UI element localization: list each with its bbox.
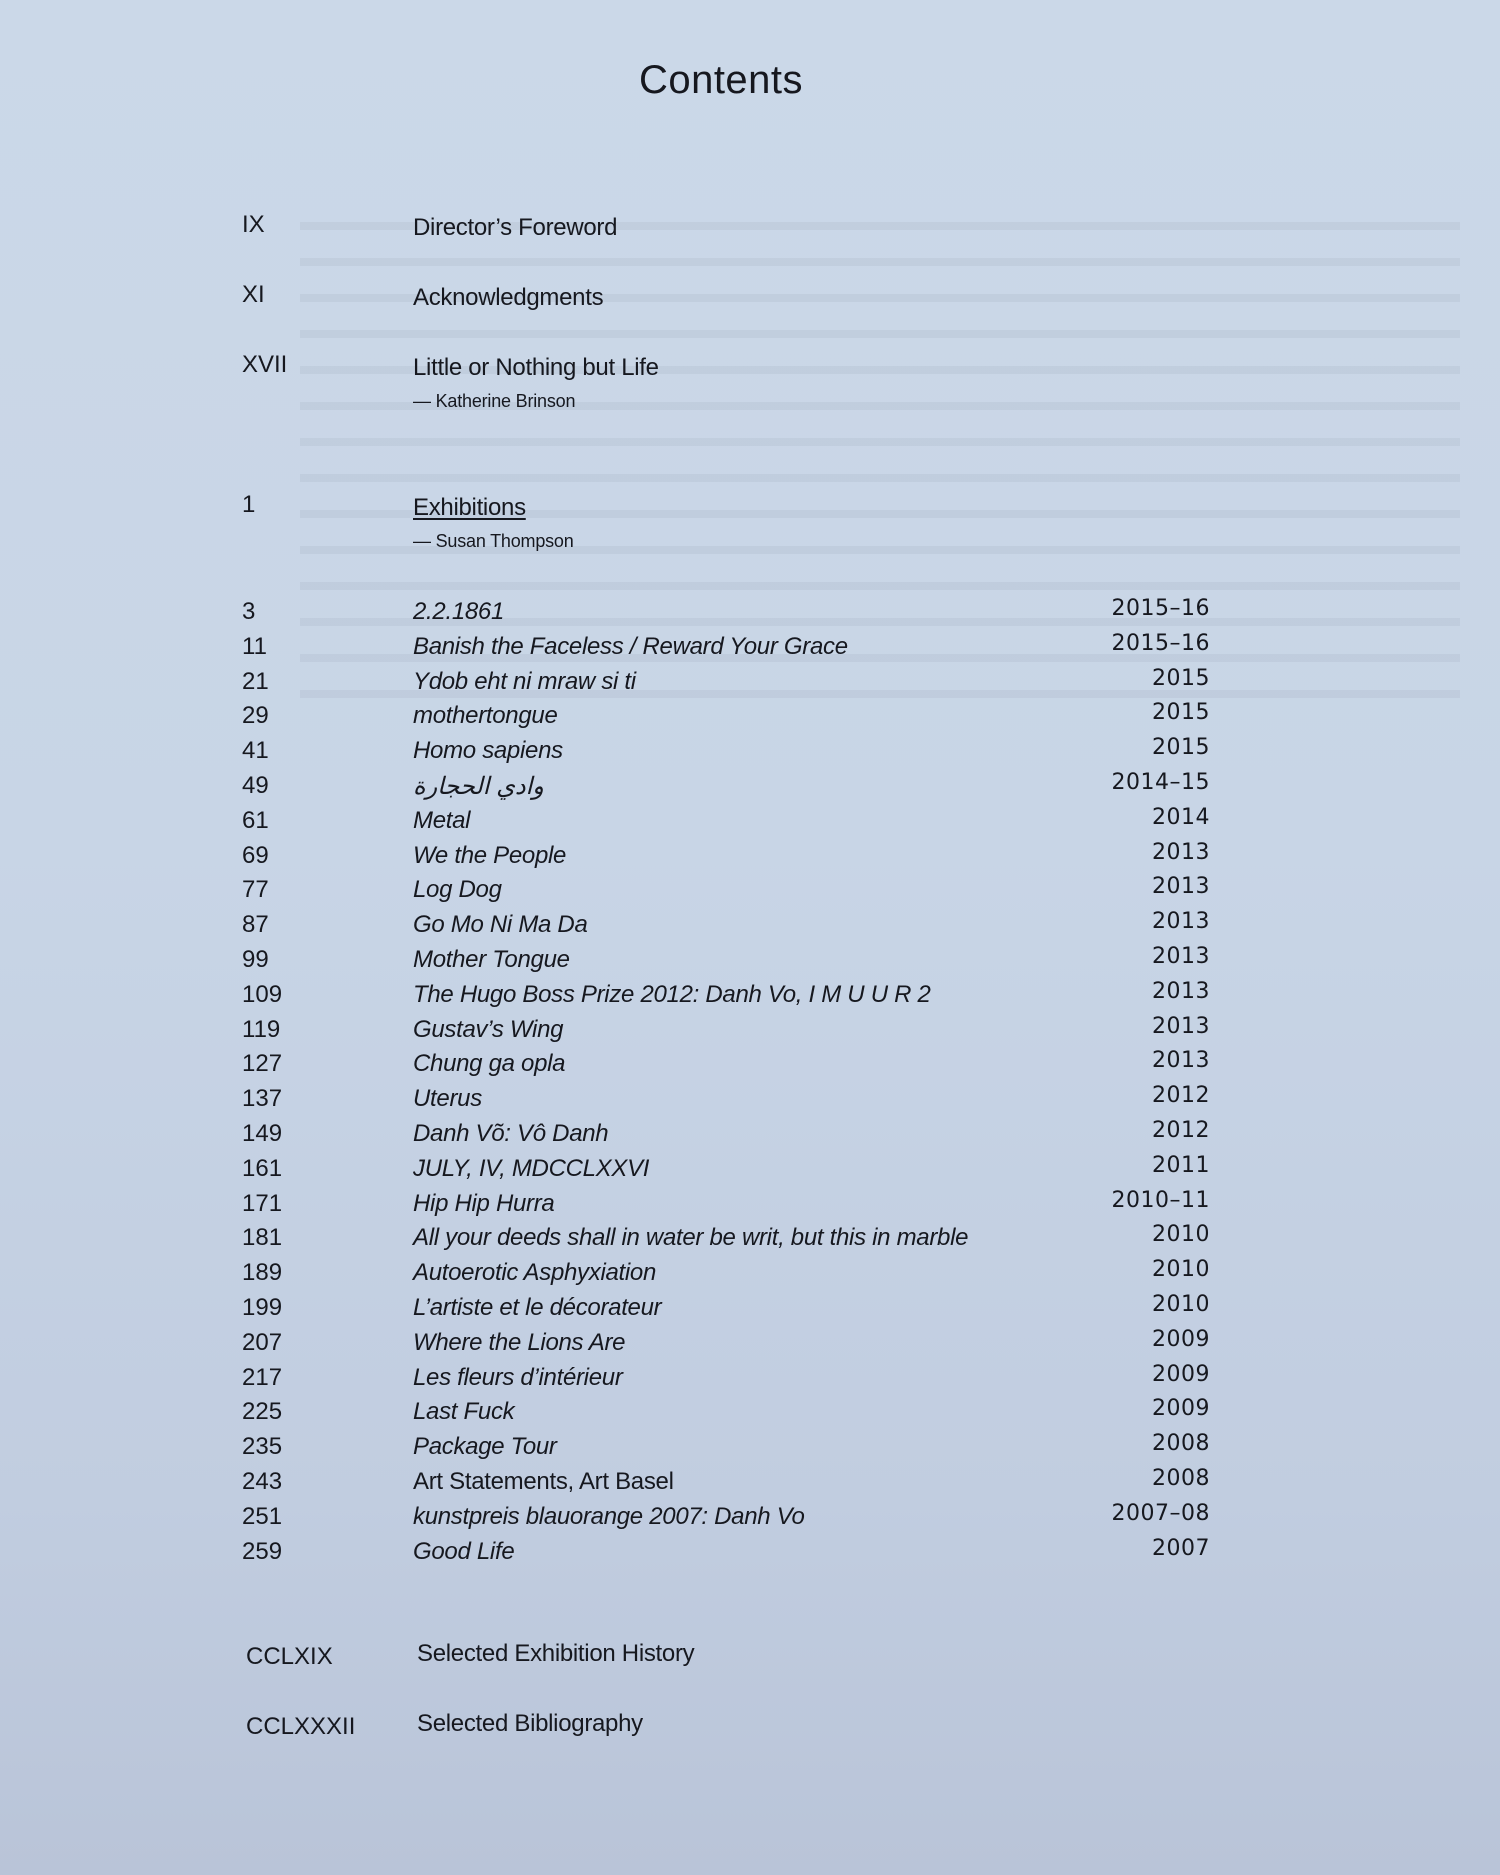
exhibition-year: 2015 (1152, 735, 1210, 761)
entry-page-number: CCLXXXII (246, 1713, 356, 1740)
exhibition-year: 2011 (1152, 1152, 1210, 1178)
exhibition-page-number: 87 (242, 911, 269, 939)
exhibition-year: 2007–08 (1111, 1500, 1210, 1526)
exhibition-title: Good Life (413, 1537, 515, 1565)
exhibition-title: Art Statements, Art Basel (413, 1467, 674, 1495)
exhibition-year: 2015–16 (1111, 596, 1210, 621)
toc-entry-exhibitions[interactable] (0, 491, 1500, 561)
entry-page-number: XI (242, 281, 265, 308)
exhibition-title: Where the Lions Are (413, 1328, 626, 1356)
exhibition-page-number: 149 (242, 1119, 283, 1147)
exhibition-title: Go Mo Ni Ma Da (413, 911, 588, 939)
entry-author: — Katherine Brinson (413, 391, 576, 411)
exhibition-row[interactable] (0, 979, 1500, 1014)
exhibition-title: Metal (413, 806, 471, 834)
exhibition-year: 2013 (1152, 978, 1210, 1004)
exhibition-year: 2015 (1152, 700, 1210, 726)
exhibition-year: 2015 (1152, 665, 1210, 691)
entry-title: Little or Nothing but Life (413, 354, 659, 381)
exhibition-page-number: 127 (242, 1050, 283, 1078)
exhibition-year: 2013 (1152, 874, 1210, 900)
exhibition-page-number: 161 (242, 1154, 283, 1182)
exhibition-title: Banish the Faceless / Reward Your Grace (413, 632, 848, 660)
exhibition-page-number: 77 (242, 876, 269, 904)
exhibition-row[interactable] (0, 1257, 1500, 1292)
exhibition-row[interactable] (0, 1083, 1500, 1118)
exhibition-row[interactable] (0, 840, 1500, 875)
exhibition-page-number: 49 (242, 771, 269, 799)
exhibition-row[interactable] (0, 1014, 1500, 1049)
toc-entry-essay-brinson[interactable] (0, 351, 1500, 421)
exhibition-page-number: 3 (242, 598, 256, 625)
exhibition-page-number: 99 (242, 945, 269, 973)
exhibition-year: 2014 (1152, 804, 1210, 830)
exhibition-year: 2015–16 (1111, 630, 1210, 656)
exhibition-year: 2012 (1152, 1117, 1210, 1143)
exhibition-title: Les fleurs d’intérieur (413, 1363, 623, 1391)
exhibition-title: Hip Hip Hurra (413, 1189, 555, 1217)
exhibition-row[interactable] (0, 1501, 1500, 1536)
exhibition-page-number: 137 (242, 1085, 283, 1113)
toc-entry-bibliography[interactable] (0, 1710, 1500, 1750)
exhibition-row[interactable] (0, 1396, 1500, 1431)
exhibition-page-number: 69 (242, 841, 269, 869)
exhibition-row[interactable] (0, 666, 1500, 701)
toc-entry-directors-foreword[interactable] (0, 211, 1500, 251)
exhibition-title: وادي الحجارة (413, 772, 544, 800)
exhibition-year: 2010 (1152, 1222, 1210, 1248)
toc-entry-exhibition-history[interactable] (0, 1640, 1500, 1680)
section-title-exhibitions: Exhibitions (413, 494, 526, 521)
exhibition-title: 2.2.1861 (413, 598, 505, 625)
entry-page-number: XVII (242, 351, 288, 378)
exhibition-title: We the People (413, 841, 567, 869)
exhibition-title: Uterus (413, 1085, 482, 1113)
entry-page-number: 1 (242, 491, 256, 518)
exhibition-year: 2009 (1152, 1396, 1210, 1422)
exhibition-page-number: 207 (242, 1328, 283, 1356)
entry-title: Acknowledgments (413, 284, 604, 311)
exhibition-row[interactable] (0, 1327, 1500, 1362)
exhibition-row[interactable] (0, 944, 1500, 979)
exhibition-title: All your deeds shall in water be writ, but this in marble (413, 1224, 969, 1252)
exhibition-row[interactable] (0, 735, 1500, 770)
exhibition-title: Package Tour (413, 1433, 557, 1461)
exhibition-row[interactable] (0, 874, 1500, 909)
exhibition-year: 2013 (1152, 1048, 1210, 1074)
exhibition-title: Ydob eht ni mraw si ti (413, 667, 636, 695)
exhibition-row[interactable] (0, 631, 1500, 666)
entry-page-number: IX (242, 211, 265, 238)
exhibition-page-number: 21 (242, 667, 269, 695)
exhibition-page-number: 199 (242, 1293, 283, 1321)
exhibition-page-number: 171 (242, 1189, 283, 1217)
exhibition-year: 2008 (1152, 1465, 1210, 1491)
exhibition-year: 2013 (1152, 943, 1210, 969)
exhibition-page-number: 259 (242, 1537, 283, 1565)
exhibition-page-number: 235 (242, 1433, 283, 1461)
exhibition-row[interactable] (0, 909, 1500, 944)
exhibition-title: Last Fuck (413, 1398, 515, 1426)
exhibition-year: 2013 (1152, 909, 1210, 935)
exhibition-title: Homo sapiens (413, 737, 563, 765)
exhibition-title: kunstpreis blauorange 2007: Danh Vo (413, 1502, 805, 1530)
exhibition-year: 2010 (1152, 1291, 1210, 1317)
exhibition-page-number: 217 (242, 1363, 283, 1391)
entry-title: Selected Bibliography (417, 1710, 643, 1737)
exhibition-page-number: 189 (242, 1259, 283, 1287)
exhibition-title: Autoerotic Asphyxiation (413, 1259, 657, 1287)
exhibition-page-number: 41 (242, 737, 269, 765)
entry-page-number: CCLXIX (246, 1643, 333, 1670)
exhibition-page-number: 119 (242, 1015, 281, 1043)
toc-entry-acknowledgments[interactable] (0, 281, 1500, 321)
exhibition-page-number: 61 (242, 806, 269, 834)
exhibition-year: 2013 (1152, 1013, 1210, 1039)
exhibition-row[interactable] (0, 1188, 1500, 1223)
exhibition-title: Danh Võ: Vô Danh (413, 1119, 609, 1147)
exhibition-year: 2013 (1152, 839, 1210, 865)
exhibition-title: Log Dog (413, 876, 502, 904)
exhibition-title: Mother Tongue (413, 945, 570, 973)
exhibition-title: Gustav’s Wing (413, 1015, 564, 1043)
exhibition-title: Chung ga opla (413, 1050, 566, 1078)
exhibition-row[interactable] (0, 1222, 1500, 1257)
exhibition-page-number: 29 (242, 702, 269, 730)
exhibition-page-number: 225 (242, 1398, 283, 1426)
exhibition-year: 2008 (1152, 1431, 1210, 1457)
exhibition-row[interactable] (0, 1118, 1500, 1153)
entry-author: — Susan Thompson (413, 531, 574, 551)
exhibition-list (0, 596, 1500, 1570)
exhibition-title: L’artiste et le décorateur (413, 1293, 662, 1321)
exhibition-year: 2009 (1152, 1326, 1210, 1352)
exhibition-year: 2007 (1152, 1535, 1210, 1561)
exhibition-year: 2010 (1152, 1257, 1210, 1283)
exhibition-row[interactable] (0, 1048, 1500, 1083)
exhibition-row[interactable] (0, 1153, 1500, 1188)
exhibition-page-number: 181 (242, 1224, 283, 1252)
exhibition-row[interactable] (0, 700, 1500, 735)
exhibition-row[interactable] (0, 1466, 1500, 1501)
page-title: Contents (638, 58, 804, 102)
exhibition-row[interactable] (0, 1292, 1500, 1327)
entry-title: Selected Exhibition History (417, 1640, 695, 1667)
exhibition-row[interactable] (0, 770, 1500, 805)
exhibition-page-number: 243 (242, 1467, 283, 1495)
exhibition-year: 2009 (1152, 1361, 1210, 1387)
exhibition-page-number: 11 (242, 632, 267, 660)
exhibition-page-number: 251 (242, 1502, 283, 1530)
exhibition-row[interactable] (0, 1362, 1500, 1397)
exhibition-row[interactable] (0, 1536, 1500, 1571)
exhibition-year: 2012 (1152, 1083, 1210, 1109)
exhibition-year: 2010–11 (1111, 1187, 1210, 1213)
exhibition-title: The Hugo Boss Prize 2012: Danh Vo, I M U U R 2 (413, 980, 931, 1008)
exhibition-row[interactable] (0, 805, 1500, 840)
exhibition-row[interactable] (0, 596, 1500, 631)
exhibition-year: 2014–15 (1111, 769, 1210, 795)
entry-title: Director’s Foreword (413, 214, 618, 241)
exhibition-row[interactable] (0, 1431, 1500, 1466)
exhibition-title: mothertongue (413, 702, 558, 730)
exhibition-page-number: 109 (242, 980, 283, 1008)
exhibition-title: JULY, IV, MDCCLXXVI (413, 1154, 650, 1182)
